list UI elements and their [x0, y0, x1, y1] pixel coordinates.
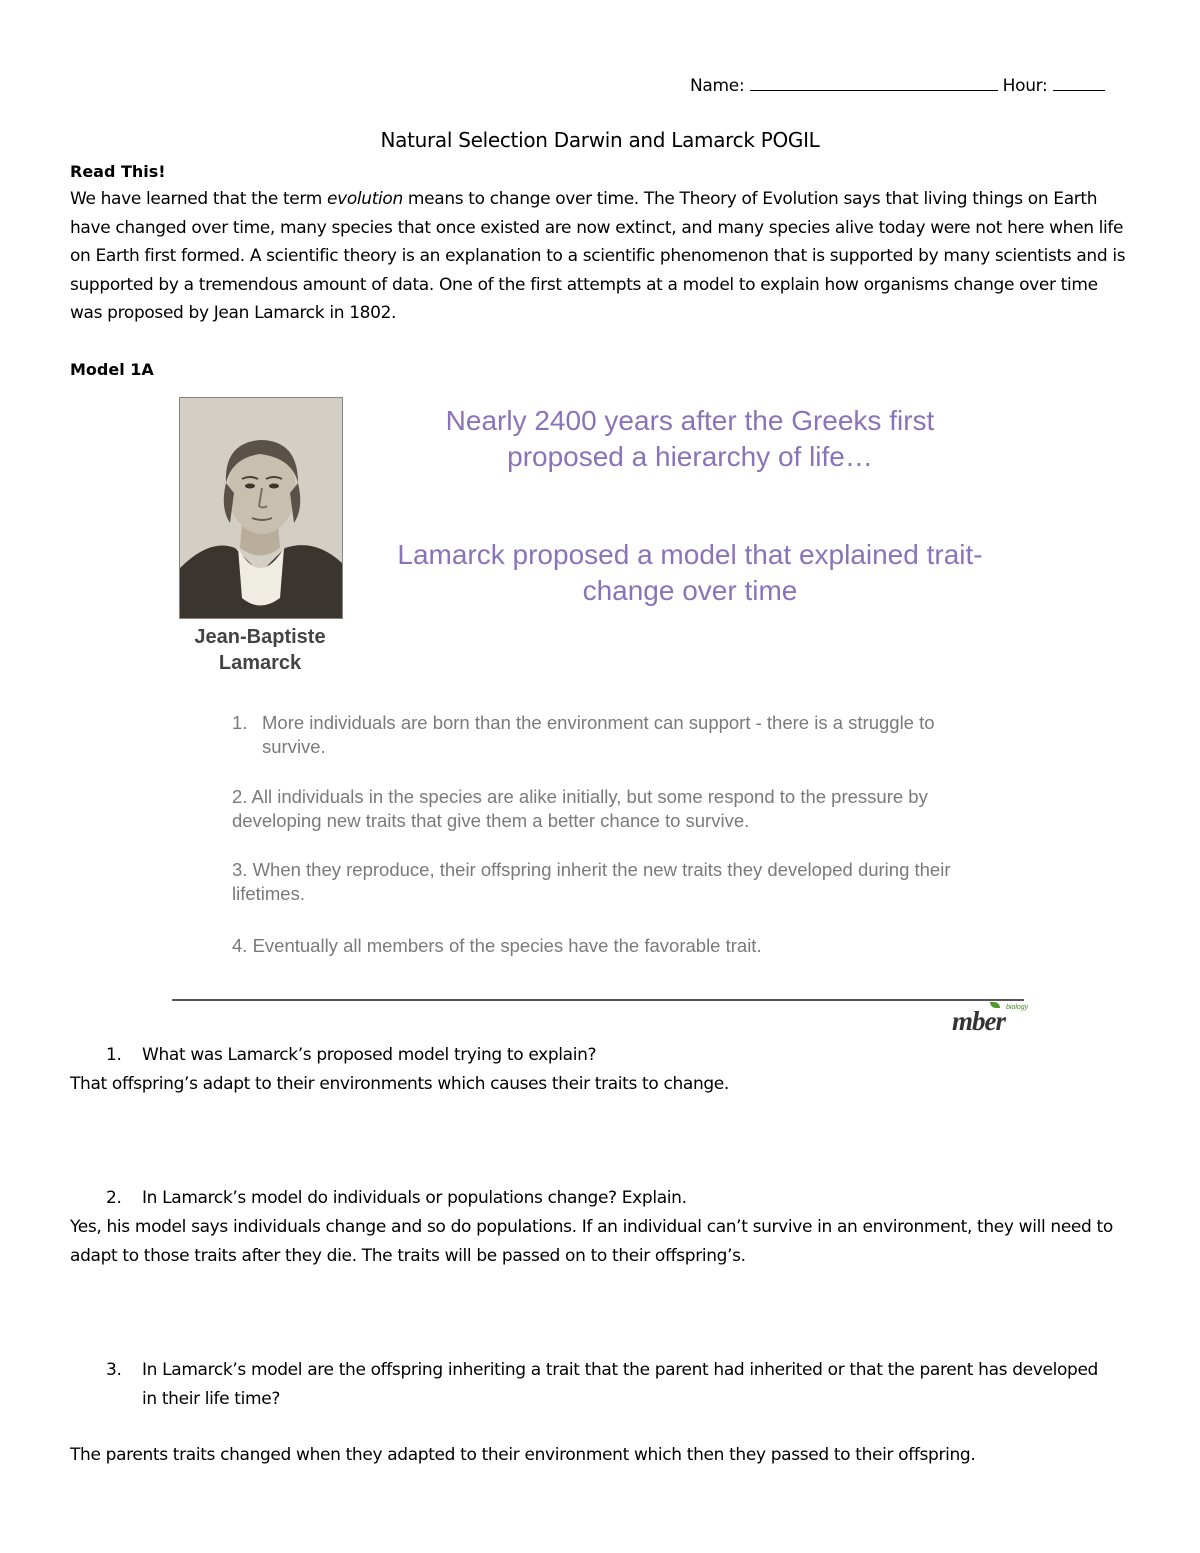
- slide-heading-1-line-1: Nearly 2400 years after the Greeks first: [445, 405, 935, 436]
- question-3-number: 3.: [106, 1360, 122, 1380]
- portrait-caption-line-1: Jean-Baptiste: [194, 626, 326, 648]
- question-3-text: In Lamarck’s model are the offspring inheriting a trait that the parent had inherited or that the parent has developed in their life time?: [142, 1360, 1098, 1409]
- model-label: Model 1A: [70, 360, 154, 379]
- answer-2: Yes, his model says individuals change and so do populations. If an individual can’t survive in an environment, they will need to adapt to those traits after they die. The traits will be passed on to their offspring’s.: [70, 1217, 1113, 1266]
- portrait-caption: [170, 624, 350, 676]
- hour-label: Hour:: [1002, 76, 1048, 96]
- document-title: Natural Selection Darwin and Lamarck POGIL: [380, 128, 820, 152]
- model-point-2: 2. All individuals in the species are alike initially, but some respond to the pressure by developing new traits that give them a better chance to survive.: [232, 786, 928, 831]
- read-this-heading: Read This!: [70, 162, 166, 181]
- question-2-text: In Lamarck’s model do individuals or populations change? Explain.: [142, 1188, 687, 1208]
- figure-divider: [172, 999, 1024, 1001]
- slide-heading-1-line-2: proposed a hierarchy of life…: [507, 441, 873, 472]
- model-point-1-number: 1.: [232, 712, 248, 733]
- model-point-4: 4. Eventually all members of the species have the favorable trait.: [232, 935, 762, 956]
- question-1-number: 1.: [106, 1045, 122, 1065]
- slide-heading-2-line-2: change over time: [582, 575, 798, 606]
- intro-italic-word: evolution: [327, 189, 403, 209]
- name-label: Name:: [690, 76, 745, 96]
- model-point-1: [232, 711, 1012, 759]
- slide-heading-2: [350, 537, 1030, 609]
- name-blank: [750, 74, 998, 91]
- intro-text-b: means to change over time. The Theory of Evolution says that living things on Earth have changed over time, many species that once existed are now extinct, and many species alive today were not here when life on Earth first formed. A scientific theory is an explanation to a scientific phenomenon that is supported by many scientists and is supported by a tremendous amount of data. One of the first attempts at a model to explain how organisms change over time was proposed by Jean Lamarck in 1802.: [70, 189, 1126, 323]
- question-1-text: What was Lamarck’s proposed model trying to explain?: [142, 1045, 597, 1065]
- intro-paragraph: [70, 185, 1130, 328]
- model-point-1-text: More individuals are born than the environment can support - there is a struggle to survive.: [262, 712, 935, 757]
- slide-heading-2-line-1: Lamarck proposed a model that explained trait-: [397, 539, 983, 570]
- mber-logo: mber: [952, 1006, 1005, 1036]
- question-2-number: 2.: [106, 1188, 122, 1208]
- question-3: [0, 1356, 1200, 1416]
- slide-heading-1: [360, 403, 1020, 475]
- question-1: [0, 1041, 1200, 1071]
- question-2: [0, 1184, 1200, 1214]
- model-point-3: 3. When they reproduce, their offspring inherit the new traits they developed during their lifetimes.: [232, 859, 951, 904]
- answer-3: The parents traits changed when they adapted to their environment which then they passed to their offspring.: [70, 1445, 976, 1465]
- portrait-caption-line-2: Lamarck: [218, 652, 302, 674]
- answer-1: That offspring’s adapt to their environments which causes their traits to change.: [70, 1074, 729, 1094]
- name-hour-line: [690, 74, 1105, 96]
- hour-blank: [1053, 74, 1105, 91]
- lamarck-portrait: [179, 397, 343, 619]
- logo-subtext: biology: [1006, 1004, 1029, 1011]
- intro-text-a: We have learned that the term: [70, 189, 328, 209]
